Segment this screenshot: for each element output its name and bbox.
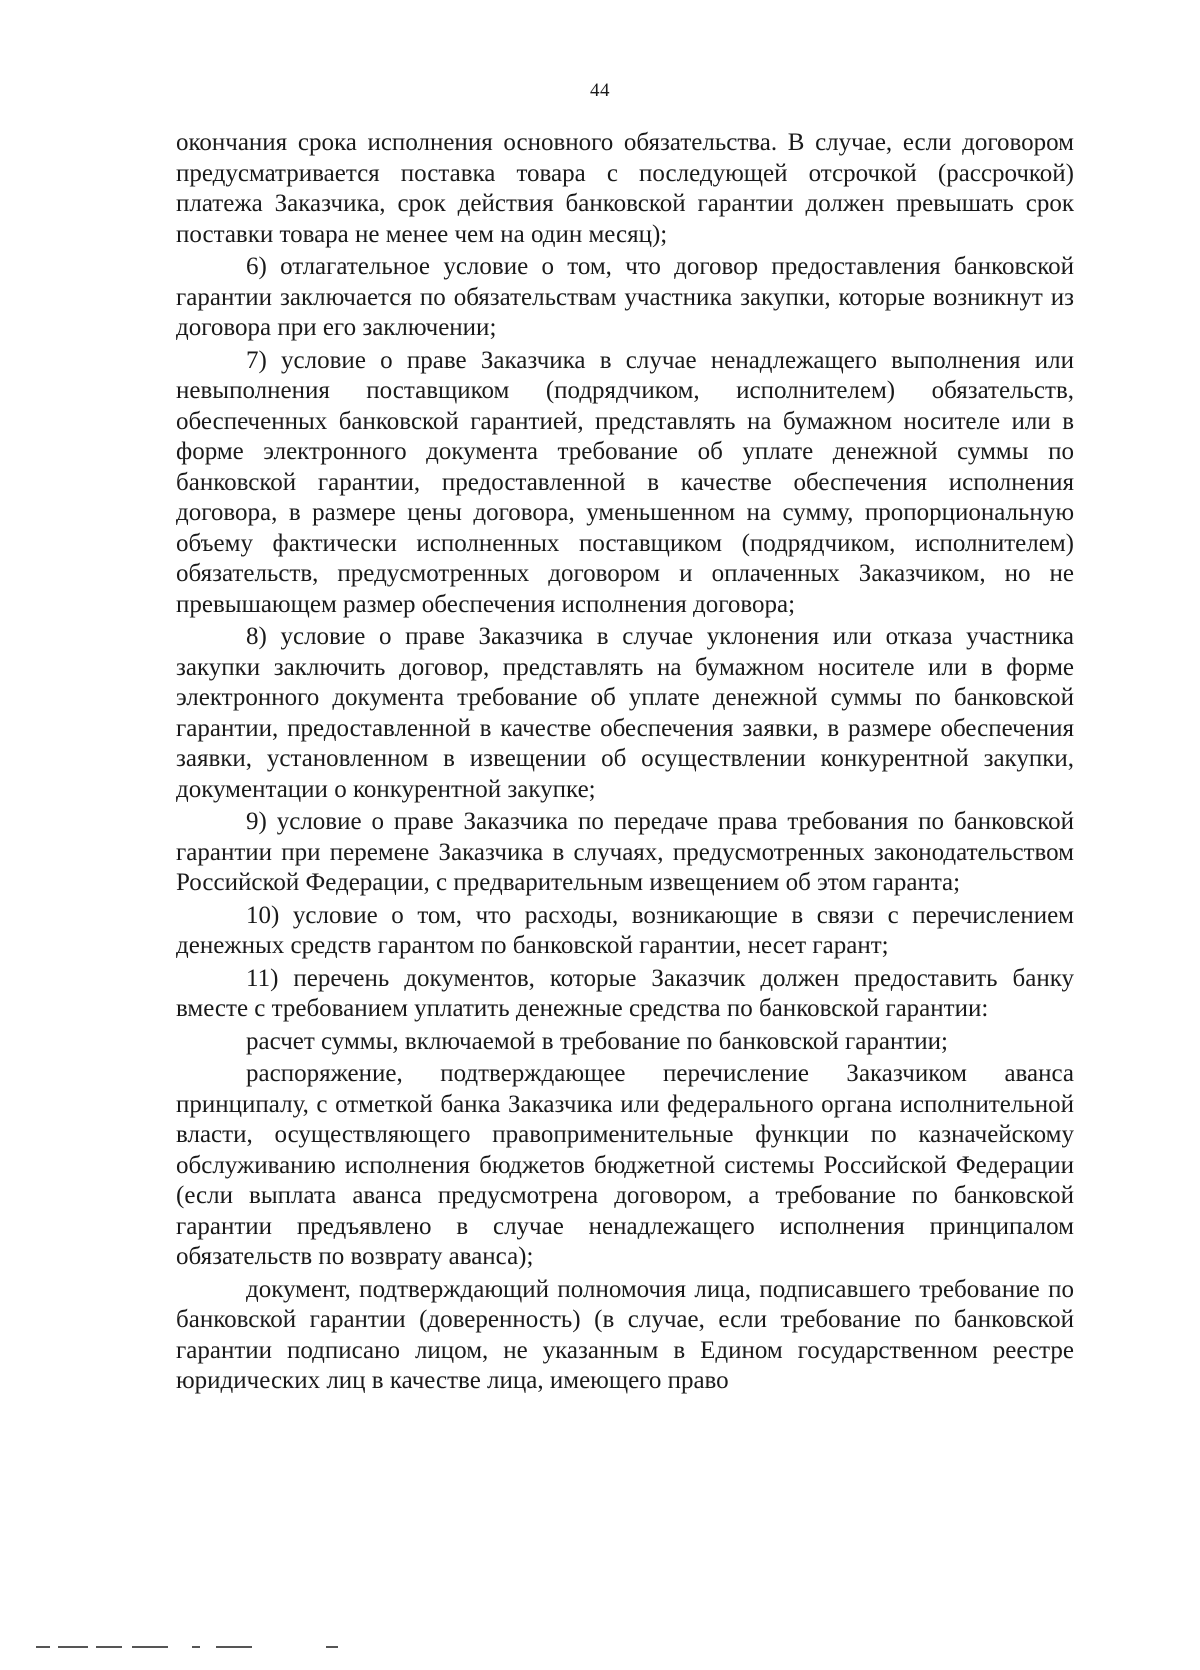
- scan-artifact-marks: [36, 1646, 356, 1649]
- paragraph-item-10: 10) условие о том, что расходы, возникающие в связи с перечислением денежных средств гарантом по банковской гарантии, несет гарант;: [176, 901, 1074, 959]
- paragraph-item-6: 6) отлагательное условие о том, что договор предоставления банковской гарантии заключается по обязательствам участника закупки, которые возникнут из договора при его заключении;: [176, 253, 1074, 341]
- paragraph-continuation: окончания срока исполнения основного обязательства. В случае, если договором предусматривается поставка товара с последующей отсрочкой (рассрочкой) платежа Заказчика, срок действия банковской гарантии должен превышать срок поставки товара не менее чем на один месяц);: [176, 129, 1074, 248]
- page-number: 44: [590, 80, 610, 101]
- paragraph-item-11: 11) перечень документов, которые Заказчик должен предоставить банку вместе с требованием уплатить денежные средства по банковской гарантии:: [176, 964, 1074, 1022]
- paragraph-item-8: 8) условие о праве Заказчика в случае уклонения или отказа участника закупки заключить договор, представлять на бумажном носителе или в форме электронного документа требование об уплате денежной суммы по банковской гарантии, предоставленной в качестве обеспечения заявки, в размере обеспечения заявки, установленном в извещении об осуществлении конкурентной закупки, документации о конкурентной закупке;: [176, 623, 1074, 803]
- paragraph-subitem-order: распоряжение, подтверждающее перечисление Заказчиком аванса принципалу, с отметкой банка Заказчика или федерального органа исполнительной власти, осуществляющего правоприменительные функции по казначейскому обслуживанию исполнения бюджетов бюджетной системы Российской Федерации (если выплата аванса предусмотрена договором, а требование по банковской гарантии предъявлено в случае ненадлежащего исполнения принципалом обязательств по возврату аванса);: [176, 1060, 1074, 1270]
- paragraph-subitem-calculation: расчет суммы, включаемой в требование по банковской гарантии;: [246, 1027, 948, 1055]
- paragraph-item-9: 9) условие о праве Заказчика по передаче права требования по банковской гарантии при перемене Заказчика в случаях, предусмотренных законодательством Российской Федерации, с предварительным извещением об этом гаранта;: [176, 808, 1074, 896]
- paragraph-item-7: 7) условие о праве Заказчика в случае ненадлежащего выполнения или невыполнения поставщиком (подрядчиком, исполнителем) обязательств, обеспеченных банковской гарантией, представлять на бумажном носителе или в форме электронного документа требование об уплате денежной суммы по банковской гарантии, предоставленной в качестве обеспечения исполнения договора, в размере цены договора, уменьшенном на сумму, пропорциональную объему фактически исполненных поставщиком (подрядчиком, исполнителем) обязательств, предусмотренных договором и оплаченных Заказчиком, но не превышающем размер обеспечения исполнения договора;: [176, 346, 1074, 618]
- document-body: [176, 128, 1074, 1399]
- paragraph-subitem-authority: документ, подтверждающий полномочия лица, подписавшего требование по банковской гарантии (доверенность) (в случае, если требование по банковской гарантии подписано лицом, не указанным в Едином государственном реестре юридических лиц в качестве лица, имеющего право: [176, 1275, 1074, 1394]
